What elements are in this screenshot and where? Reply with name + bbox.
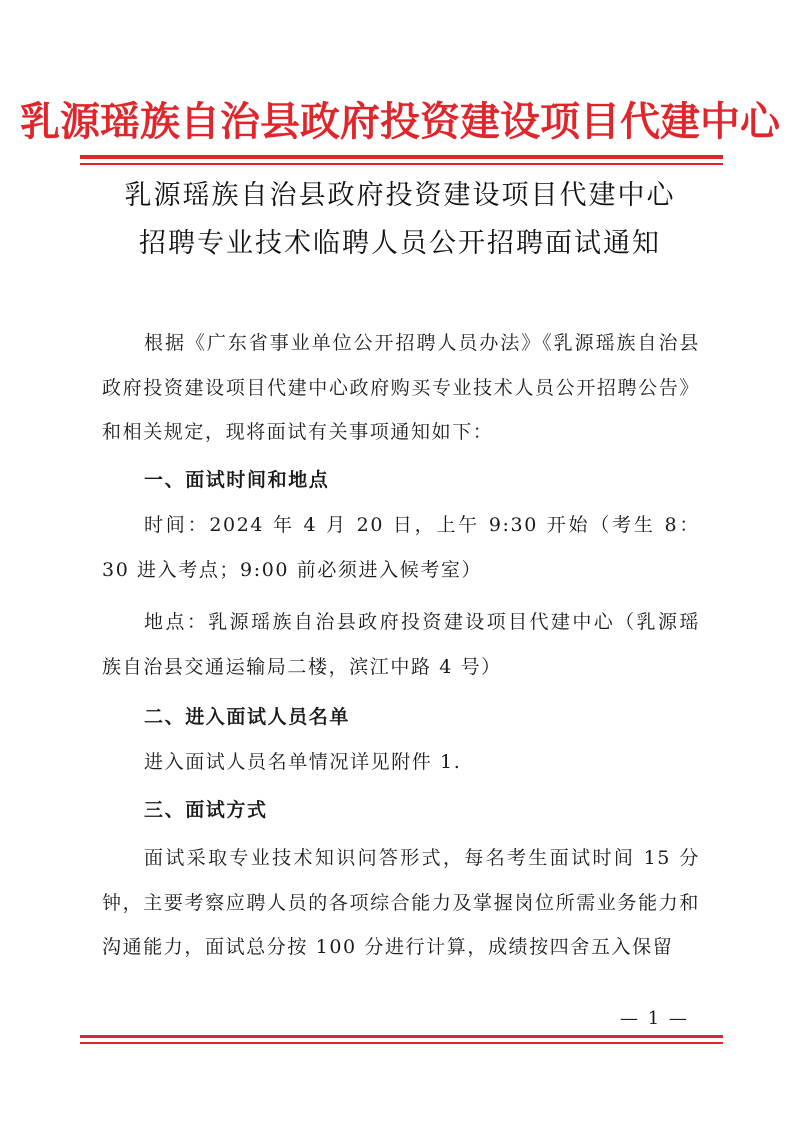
letterhead-rule-thin <box>80 163 723 165</box>
section1-place-paragraph: 地点：乳源瑶族自治县政府投资建设项目代建中心（乳源瑶族自治县交通运输局二楼，滨江中路 4 号） <box>102 611 700 678</box>
document-title-line2: 招聘专业技术临聘人员公开招聘面试通知 <box>139 228 661 259</box>
document-title-line1: 乳源瑶族自治县政府投资建设项目代建中心 <box>124 180 676 211</box>
letterhead-rule-thick <box>80 155 723 159</box>
section2-heading: 二、进入面试人员名单 <box>144 706 351 728</box>
footer-rule-thin <box>80 1042 723 1044</box>
section1-time-paragraph: 时间：2024 年 4 月 20 日，上午 9:30 开始（考生 8：30 进入考点；9:00 前必须进入候考室） <box>102 514 700 581</box>
section3-paragraph: 面试采取专业技术知识问答形式，每名考生面试时间 15 分钟，主要考察应聘人员的各项综合能力及掌握岗位所需业务能力和沟通能力，面试总分按 100 分进行计算，成绩按四舍五入保留 <box>102 847 700 958</box>
org-letterhead: 乳源瑶族自治县政府投资建设项目代建中心 <box>20 98 780 145</box>
section1-heading: 一、面试时间和地点 <box>144 469 330 491</box>
footer-rule-thick <box>80 1035 723 1038</box>
section2-paragraph: 进入面试人员名单情况详见附件 1. <box>144 751 462 773</box>
intro-paragraph: 根据《广东省事业单位公开招聘人员办法》《乳源瑶族自治县政府投资建设项目代建中心政府购买专业技术人员公开招聘公告》和相关规定，现将面试有关事项通知如下： <box>102 332 700 443</box>
section3-heading: 三、面试方式 <box>144 799 268 821</box>
page-number: — 1 — <box>620 1008 689 1029</box>
